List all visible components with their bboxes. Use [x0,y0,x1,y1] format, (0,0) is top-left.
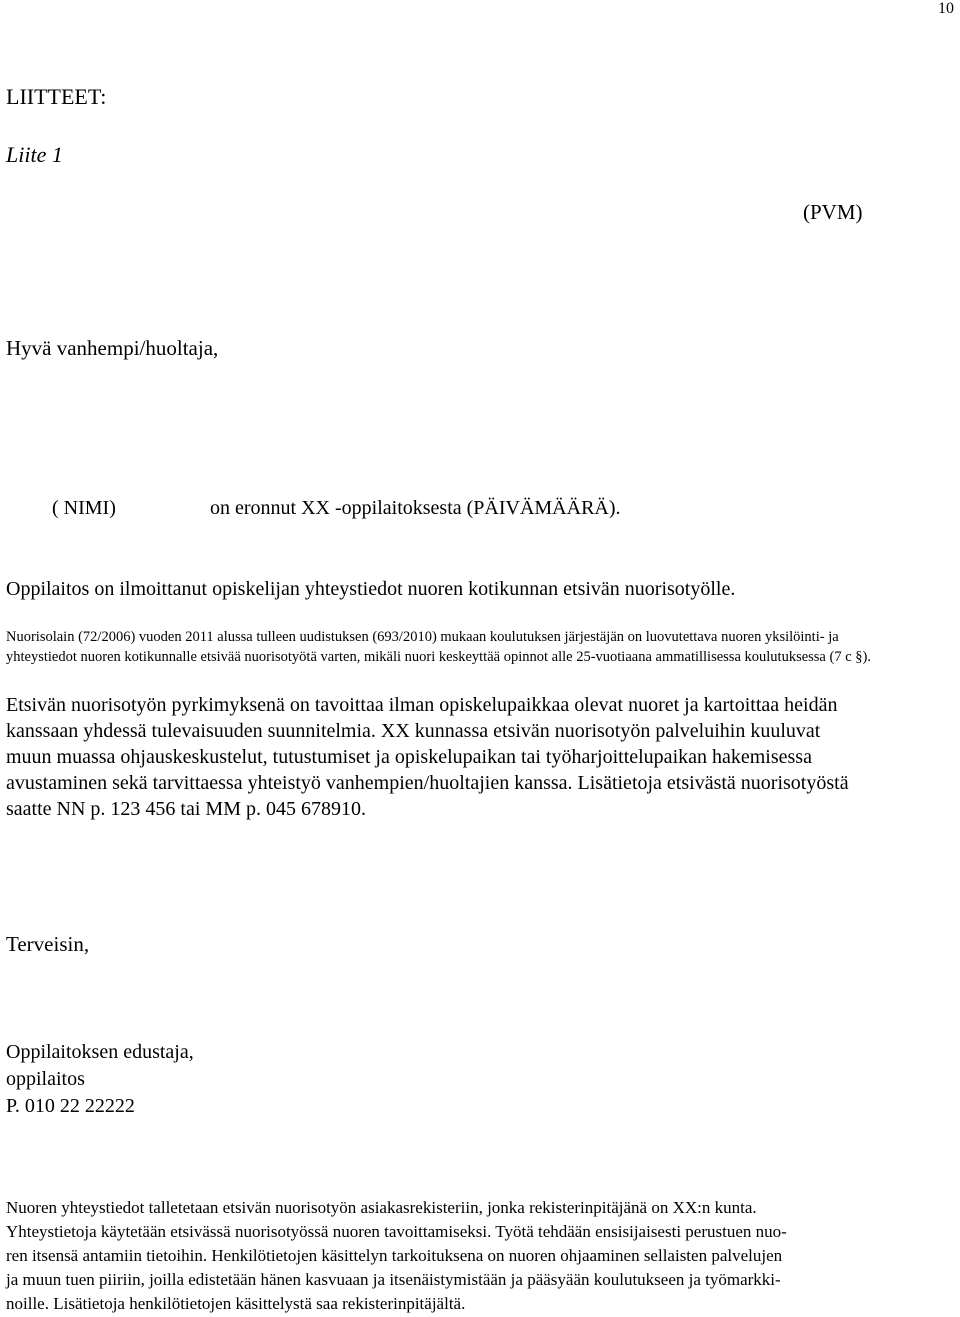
privacy-notice-line: Nuoren yhteystiedot talletetaan etsivän nuorisotyön asiakasrekisteriin, jonka rekisterinpitäjänä on XX:n kunta. [6,1198,757,1217]
appendix-label: Liite 1 [6,142,63,167]
main-paragraph-line: muun muassa ohjauskeskustelut, tutustumiset ja opiskelupaikan tai työharjoittelupaikan hakemisessa [6,746,812,768]
greeting: Hyvä vanhempi/huoltaja, [6,336,219,360]
closing: Terveisin, [6,932,90,956]
main-paragraph-line: kanssaan yhdessä tulevaisuuden suunnitelmia. XX kunnassa etsivän nuorisotyön palveluihin kuuluvat [6,720,821,742]
main-paragraph [6,692,951,822]
privacy-notice-line: ja muun tuen piiriin, joilla edistetään hänen kasvuaan ja itsenäistymistään ja pääsyään koulutukseen ja työmarkki- [6,1270,781,1289]
law-paragraph [6,627,951,667]
main-paragraph-line: saatte NN p. 123 456 tai MM p. 045 678910. [6,798,366,820]
signature-representative: Oppilaitoksen edustaja, [6,1041,194,1063]
main-paragraph-line: avustaminen sekä tarvittaessa yhteistyö vanhempien/huoltajien kanssa. Lisätietoja etsivästä nuorisotyöstä [6,772,849,794]
signature-institution: oppilaitos [6,1068,85,1090]
name-placeholder: ( NIMI) [52,497,116,519]
privacy-notice-line: noille. Lisätietoja henkilötietojen käsittelystä saa rekisterinpitäjältä. [6,1294,466,1313]
privacy-notice-line: Yhteystietoja käytetään etsivässä nuorisotyössä nuoren tavoittamiseksi. Työtä tehdään ensisijaisesti perustuen nuo- [6,1222,787,1241]
law-paragraph-line: Nuorisolain (72/2006) vuoden 2011 alussa tulleen uudistuksen (693/2010) mukaan koulutuksen järjestäjän on luovutettava nuoren yksilöinti- ja [6,629,839,645]
main-paragraph-line: Etsivän nuorisotyön pyrkimyksenä on tavoittaa ilman opiskelupaikkaa olevat nuoret ja kartoittaa heidän [6,694,838,716]
page-number: 10 [938,0,954,17]
school-info-text: Oppilaitos on ilmoittanut opiskelijan yhteystiedot nuoren kotikunnan etsivän nuorisotyölle. [6,578,736,600]
signature-phone: P. 010 22 22222 [6,1095,135,1117]
law-paragraph-line: yhteystiedot nuoren kotikunnalle etsivää nuorisotyötä varten, mikäli nuori keskeyttää opinnot alle 25-vuotiaana ammatillisessa koulutuksessa (7 c §). [6,649,871,665]
privacy-notice [6,1196,951,1316]
dropped-out-text: on eronnut XX -oppilaitoksesta (PÄIVÄMÄÄRÄ). [210,497,621,519]
date-placeholder: (PVM) [803,200,863,224]
privacy-notice-line: ren itsensä antamiin tietoihin. Henkilötietojen käsittelyn tarkoituksena on nuoren ohjaaminen sellaisten palvelujen [6,1246,783,1265]
attachments-heading: LIITTEET: [6,84,107,109]
